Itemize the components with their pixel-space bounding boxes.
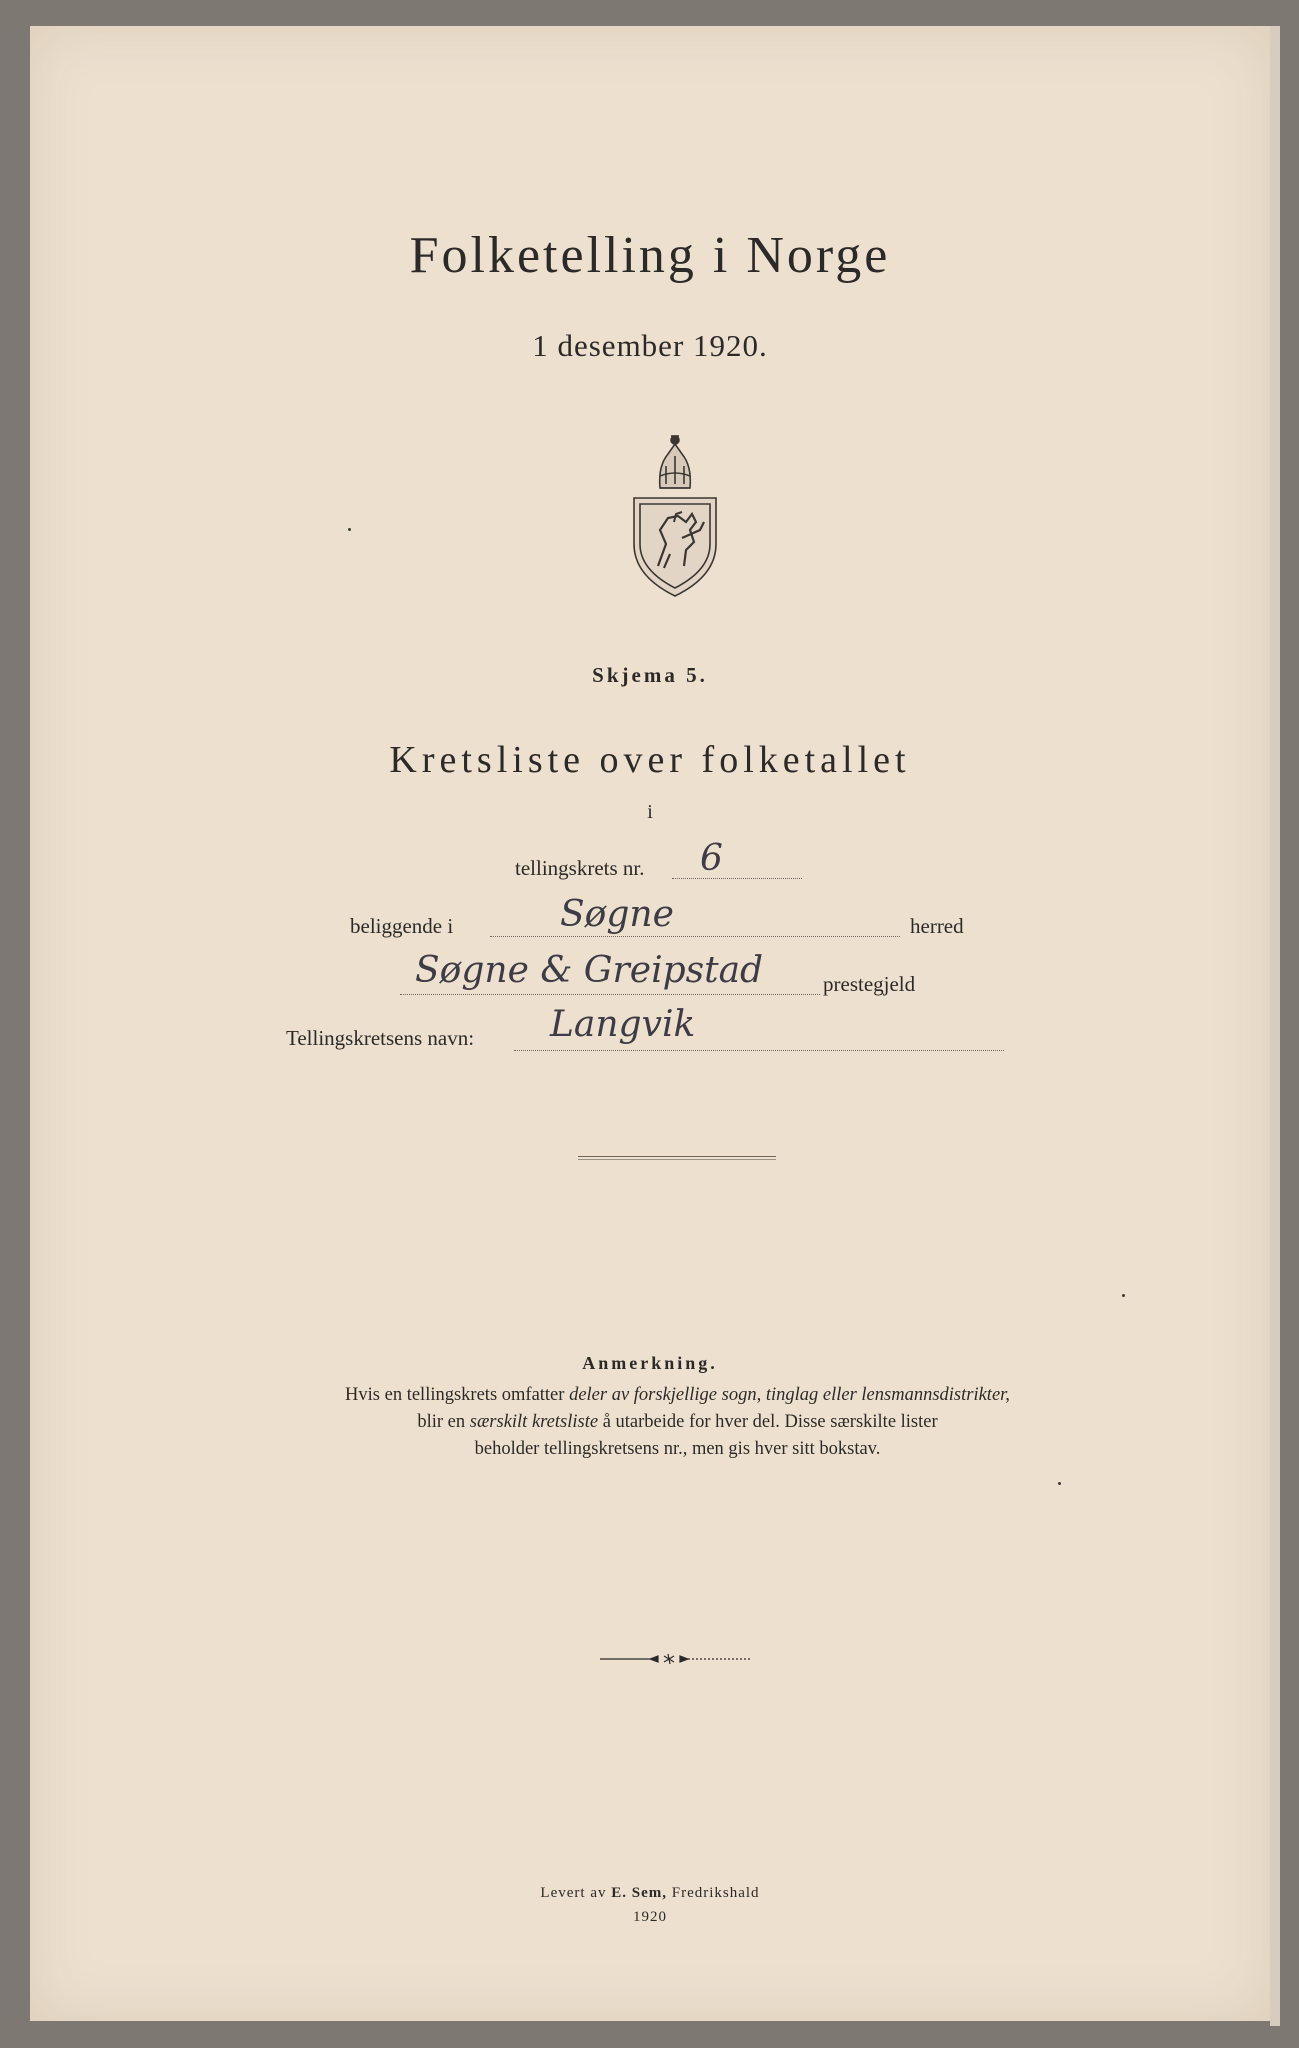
ornament-divider-icon [600, 1652, 750, 1666]
navn-label: Tellingskretsens navn: [286, 1026, 475, 1050]
printer-imprint [30, 1881, 1270, 1929]
printer-year: 1920 [633, 1909, 667, 1925]
paper-speck [1122, 1294, 1125, 1297]
prestegjeld-label: prestegjeld [823, 972, 916, 996]
printer-prefix: Levert av [540, 1885, 612, 1901]
form-number: Skjema 5. [592, 663, 708, 687]
beliggende-value: Søgne [560, 894, 674, 935]
note-line-2-text-a: blir en [417, 1412, 470, 1432]
census-form-page [30, 26, 1270, 2021]
preposition-text: i [647, 801, 653, 823]
tellingskrets-dotted-line [672, 878, 802, 879]
beliggende-label: beliggende i [350, 914, 454, 938]
note-line-2 [170, 1409, 1185, 1436]
census-date: 1 desember 1920. [532, 328, 768, 363]
printer-place: Fredrikshald [666, 1885, 760, 1901]
form-heading: Kretsliste over folketallet [389, 739, 911, 781]
norwegian-coat-of-arms-icon [630, 426, 720, 598]
page-title: Folketelling i Norge [409, 227, 891, 284]
printer-name: E. Sem, [611, 1885, 667, 1901]
paper-speck [1058, 1482, 1061, 1485]
navn-value: Langvik [550, 1004, 696, 1045]
navn-dotted-line [514, 1050, 1004, 1051]
herred-label: herred [910, 914, 964, 938]
note-heading: Anmerkning. [582, 1353, 718, 1373]
section-divider [578, 1156, 776, 1160]
prestegjeld-value: Søgne & Greipstad [415, 950, 764, 991]
paper-edge [1270, 26, 1280, 2026]
note-line-1 [170, 1382, 1185, 1409]
note-body [170, 1382, 1185, 1463]
note-line-1-italic: deler av forskjellige sogn, tinglag eller lensmannsdistrikter, [569, 1385, 1010, 1405]
note-line-2-text-b: å utarbeide for hver del. Disse særskilte lister [598, 1412, 938, 1432]
prestegjeld-dotted-line [400, 994, 820, 995]
beliggende-dotted-line [490, 936, 900, 937]
note-line-3: beholder tellingskretsens nr., men gis hver sitt bokstav. [474, 1439, 881, 1459]
paper-speck [348, 528, 351, 531]
note-line-2-italic: særskilt kretsliste [469, 1412, 599, 1432]
tellingskrets-label: tellingskrets nr. [515, 856, 645, 880]
tellingskrets-value: 6 [700, 838, 723, 879]
note-line-1-text: Hvis en tellingskrets omfatter [345, 1385, 570, 1405]
